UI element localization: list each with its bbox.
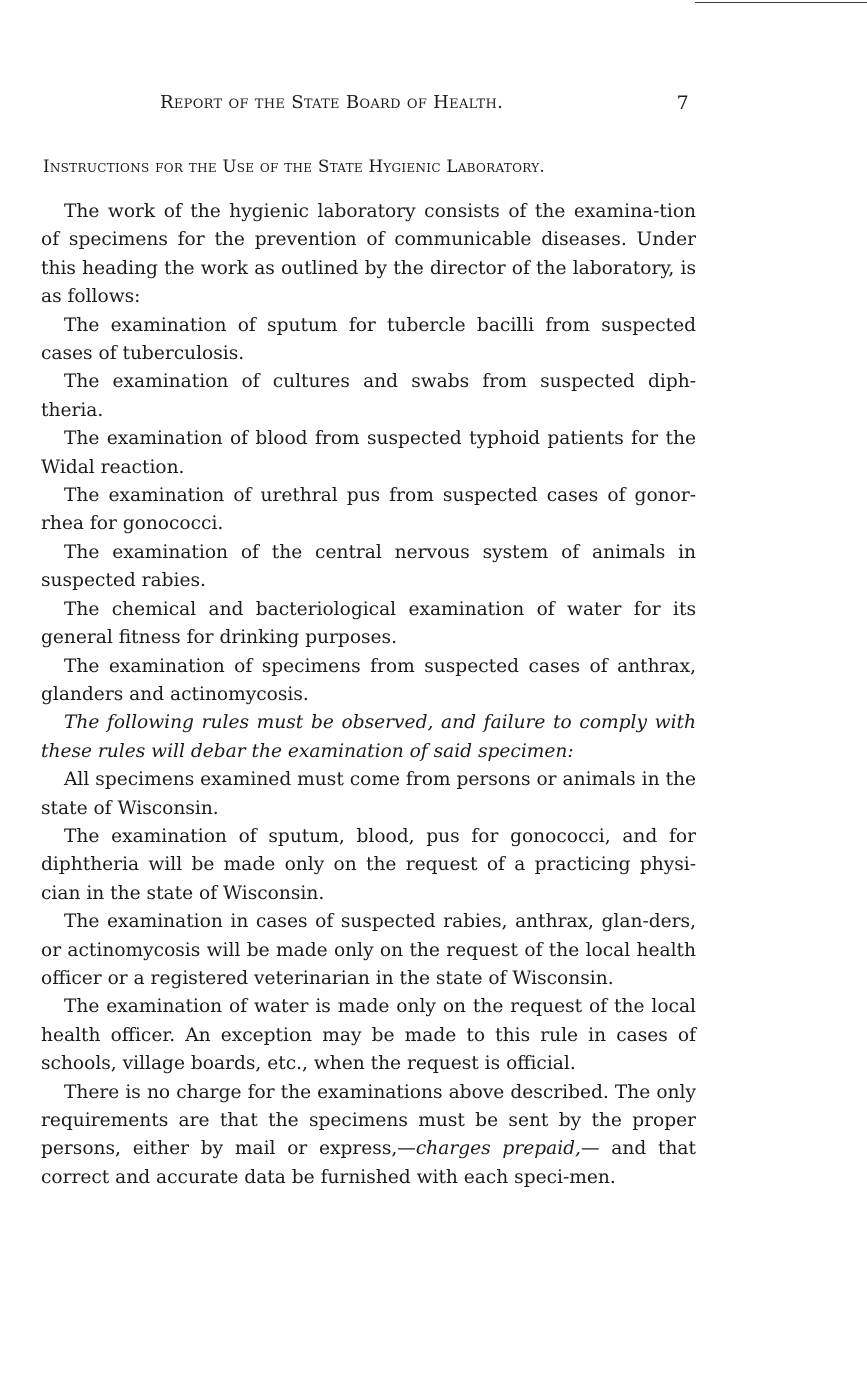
section-title: Instructions for the Use of the State Hygienic Laboratory. [43,157,545,176]
no-charge-text-part3: — and that correct and accurate data be furnished with each speci-men. [41,1138,696,1188]
paragraph-rule-physician: The examination of sputum, blood, pus for gonococci, and for diphtheria will be made only on the request of a practicing physi-cian in the state of Wisconsin. [41,825,696,904]
paragraph-sputum: The examination of sputum for tubercle bacilli from suspected cases of tuberculosis. [41,314,696,365]
charges-prepaid-text: charges prepaid, [415,1138,581,1160]
paragraph-rule-water: The examination of water is made only on the request of the local health officer. An exception may be made to this rule in cases of schools, village boards, etc., when the request is official. [41,996,696,1075]
paragraph-typhoid: The examination of blood from suspected typhoid patients for the Widal reaction. [41,428,696,478]
paragraph-diphtheria: The examination of cultures and swabs from suspected diph-theria. [41,371,696,421]
paragraph-rules-intro: The following rules must be observed, and failure to comply with these rules will debar the examination of said specimen: [41,712,696,762]
scan-edge-line [695,2,867,3]
paragraph-gonorrhea: The examination of urethral pus from suspected cases of gonor-rhea for gonococci. [41,485,696,535]
running-head: Report of the State Board of Health. [160,92,504,113]
paragraph-rabies: The examination of the central nervous system of animals in suspected rabies. [41,541,696,592]
paragraph-rule-health-officer: The examination in cases of suspected rabies, anthrax, glan-ders, or actinomycosis will be made only on the request of the local health officer or a registered veterinarian in the state of Wisconsin. [41,911,696,989]
paragraph-rule-wisconsin: All specimens examined must come from persons or animals in the state of Wisconsin. [41,769,696,819]
paragraph-anthrax: The examination of specimens from suspected cases of anthrax, glanders and actinomycosis. [41,655,696,705]
paragraph-water: The chemical and bacteriological examination of water for its general fitness for drinking purposes. [41,598,696,649]
paragraph-no-charge [41,1079,696,1193]
page-header [160,92,700,118]
no-charge-text-part1: There is no charge for the examinations above described. The only requirements are that the specimens must be sent by the proper persons, either by mail or express,— [41,1081,696,1160]
body-text [41,198,696,1192]
paragraph-intro: The work of the hygienic laboratory consists of the examina-tion of specimens for the prevention of communicable diseases. Under this heading the work as outlined by the director of the laboratory, is as follows: [41,201,696,308]
page-number: 7 [676,92,689,114]
